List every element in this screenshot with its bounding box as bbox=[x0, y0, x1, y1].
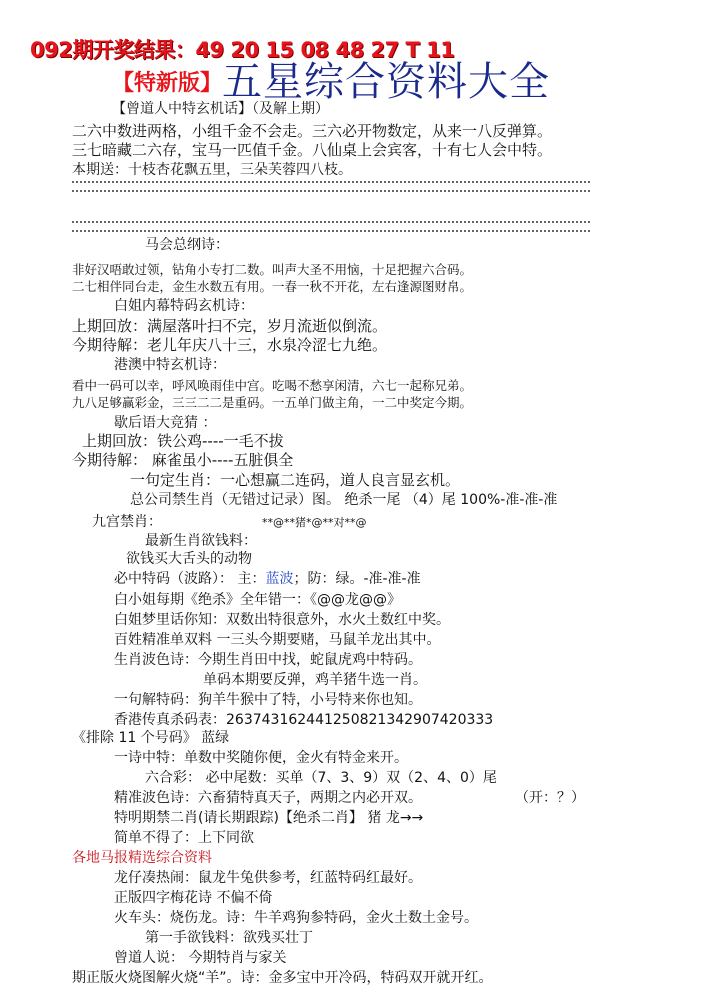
tip-heading: 最新生肖欲钱料： bbox=[145, 533, 257, 549]
tip-label: 《排除 11 个号码》 bbox=[72, 730, 197, 746]
tip-value: 蓝绿 bbox=[201, 730, 230, 746]
tip-line: 简单不得了：上下同欲 bbox=[114, 830, 254, 846]
previous-answer: 上期回放：铁公鸡----一毛不拔 bbox=[82, 432, 284, 450]
tip-line bbox=[72, 729, 229, 747]
tip-line: 欲钱买大舌头的动物 bbox=[126, 551, 252, 567]
divider bbox=[72, 181, 590, 192]
gift-line: 本期送：十枝杏花飘五里，三朵芙蓉四八枝。 bbox=[72, 162, 352, 178]
tip-line: 一句解特码：狗羊牛猴中了特，小号特来你也知。 bbox=[114, 692, 422, 708]
section-heading-zengdao: 【曾道人中特玄机话】（及解上期） bbox=[112, 101, 329, 117]
tip-line: 一句定生肖：一心想赢二连码，道人良言显玄机。 bbox=[130, 471, 461, 489]
section-heading-regional: 各地马报精选综合资料 bbox=[72, 850, 212, 866]
tip-value: （开：？） bbox=[515, 790, 585, 806]
tip-value: ；防：绿。-准-准-准 bbox=[293, 571, 421, 587]
current-riddle: 今期待解： 麻雀虽小----五脏俱全 bbox=[72, 451, 294, 469]
tip-line: 一诗中特：单数中奖随你便，金火有特金来开。 bbox=[114, 750, 408, 766]
tip-line: 精准波色诗：六畜猜特真天子，两期之内必开双。 bbox=[114, 790, 422, 806]
tip-line bbox=[114, 570, 421, 588]
section-heading-baiji: 白姐内幕特码玄机诗： bbox=[114, 298, 254, 314]
draw-result: 092期开奖结果：49 20 15 08 48 27 T 11 bbox=[30, 38, 455, 62]
section-heading-horse: 马会总纲诗： bbox=[145, 237, 229, 253]
tip-line: 总公司禁生肖（无错过记录）图。 绝杀一尾 （4）尾 100%-准-准-准 bbox=[130, 492, 558, 508]
tip-line: 白小姐每期《绝杀》全年错一：《@@龙@@》 bbox=[114, 592, 401, 608]
poem-line: 非好汉唔敢过领，钻角小专打二数。叫声大圣不用恼，十足把握六合码。 bbox=[72, 262, 473, 277]
tip-label: 九宫禁肖： bbox=[92, 514, 162, 530]
divider bbox=[72, 221, 590, 232]
poem-line: 九八足够赢彩金，三三二二是重码。一五单门做主角，一二中奖定今期。 bbox=[72, 395, 473, 410]
tip-line: 第一手欲钱料：欲残买壮丁 bbox=[145, 930, 313, 946]
tip-label: 必中特码（波路）： 主： bbox=[114, 571, 266, 587]
tip-line: 曾道人说： 今期特肖与家关 bbox=[114, 950, 287, 966]
page-title: 五星综合资料大全 bbox=[222, 59, 550, 105]
tip-value: **@**猪*@**对**@ bbox=[262, 516, 367, 529]
tip-line: 特明期禁二肖(请长期跟踪)【绝杀二肖】 猪 龙→→ bbox=[114, 810, 424, 826]
tip-line: 香港传真杀码表：26374316244125082134290742033​3 bbox=[114, 712, 494, 728]
current-riddle: 今期待解：老儿年庆八十三，水泉冷涩七九绝。 bbox=[72, 336, 388, 354]
tip-line: 正版四字梅花诗 不偏不倚 bbox=[114, 890, 273, 906]
poem-line: 三七暗藏二六存，宝马一匹值千金。八仙桌上会宾客，十有七人会中特。 bbox=[72, 141, 553, 159]
wave-color: 蓝波 bbox=[265, 571, 294, 587]
edition-badge: 【特新版】 bbox=[112, 71, 223, 96]
tip-line: 期正版火烧图解火烧“羊”。诗：金多宝中开冷码，特码双开就开红。 bbox=[72, 970, 493, 986]
poem-line: 看中一码可以幸，呼风唤雨佳中宫。吃喝不愁享闲清，六七一起称兄弟。 bbox=[72, 378, 473, 393]
tip-line: 火车头：烧伤龙。诗：牛羊鸡狗参特码，金火土数土金号。 bbox=[114, 910, 478, 926]
tip-line: 龙仔凑热闹：鼠龙牛兔供参考，红蓝特码红最好。 bbox=[114, 870, 422, 886]
section-heading-xiehouyu: 歇后语大竞猜 ： bbox=[114, 415, 217, 431]
poem-line: 二七相伴同台走，金生水数五有用。一春一秋不开花，左右逢源图财帛。 bbox=[72, 279, 473, 294]
section-heading-hkmacau: 港澳中特玄机诗： bbox=[114, 357, 226, 373]
tip-line: 百姓精准单双料 一三头今期要赌，马鼠羊龙出其中。 bbox=[114, 632, 441, 648]
tip-line: 六合彩： 必中尾数：买单（7、3、9）双（2、4、0）尾 bbox=[145, 770, 497, 786]
poem-line: 二六中数进两格，小组千金不会走。三六必开物数定，从来一八反弹算。 bbox=[72, 122, 553, 140]
tip-line: 生肖波色诗：今期生肖田中找，蛇鼠虎鸡中特码。 bbox=[114, 652, 422, 668]
tip-line: 单码本期要反弹，鸡羊猪牛选一肖。 bbox=[203, 672, 427, 688]
tip-line: 白姐梦里话你知：双数出特很意外，水火土数红中奖。 bbox=[114, 612, 450, 628]
previous-answer: 上期回放：满屋落叶扫不完，岁月流逝似倒流。 bbox=[72, 317, 388, 335]
